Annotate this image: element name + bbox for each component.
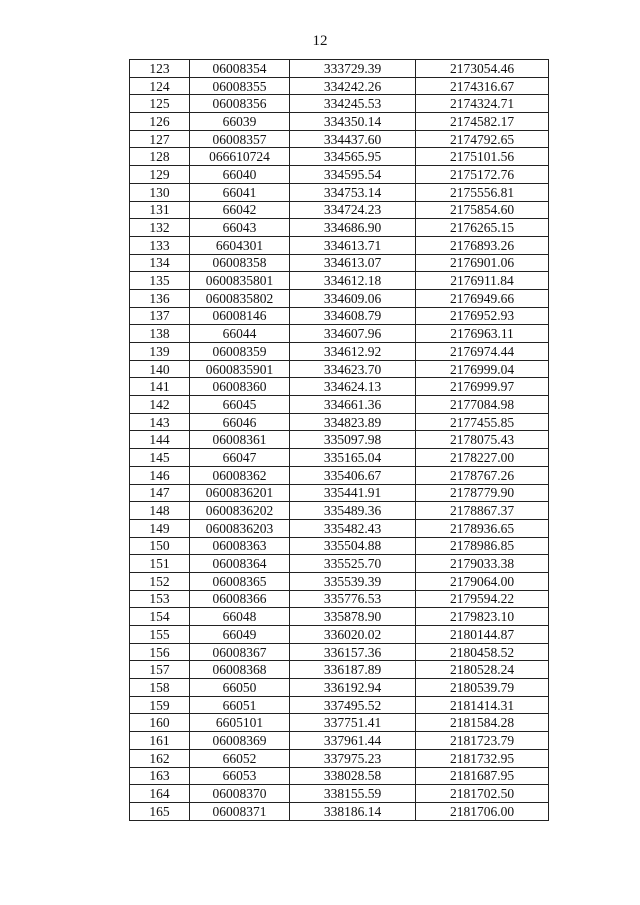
y-coordinate-cell: 2178075.43: [416, 431, 549, 449]
table-row: [130, 431, 549, 449]
y-coordinate-cell: 2180528.24: [416, 661, 549, 679]
table-row: [130, 696, 549, 714]
point-id-cell: 66044: [190, 325, 290, 343]
x-coordinate-cell: 335539.39: [290, 572, 416, 590]
point-id-cell: 0600836203: [190, 519, 290, 537]
row-number-cell: 123: [130, 60, 190, 78]
x-coordinate-cell: 335489.36: [290, 502, 416, 520]
y-coordinate-cell: 2176893.26: [416, 236, 549, 254]
point-id-cell: 66049: [190, 626, 290, 644]
table-row: [130, 732, 549, 750]
x-coordinate-cell: 337751.41: [290, 714, 416, 732]
table-row: [130, 201, 549, 219]
point-id-cell: 06008356: [190, 95, 290, 113]
row-number-cell: 165: [130, 802, 190, 820]
y-coordinate-cell: 2181732.95: [416, 749, 549, 767]
x-coordinate-cell: 337975.23: [290, 749, 416, 767]
point-id-cell: 066610724: [190, 148, 290, 166]
point-id-cell: 06008368: [190, 661, 290, 679]
point-id-cell: 06008355: [190, 77, 290, 95]
y-coordinate-cell: 2180144.87: [416, 626, 549, 644]
x-coordinate-cell: 334245.53: [290, 95, 416, 113]
row-number-cell: 161: [130, 732, 190, 750]
table-row: [130, 590, 549, 608]
row-number-cell: 140: [130, 360, 190, 378]
x-coordinate-cell: 336192.94: [290, 679, 416, 697]
row-number-cell: 151: [130, 555, 190, 573]
point-id-cell: 66040: [190, 166, 290, 184]
y-coordinate-cell: 2175854.60: [416, 201, 549, 219]
x-coordinate-cell: 335504.88: [290, 537, 416, 555]
y-coordinate-cell: 2177455.85: [416, 413, 549, 431]
table-row: [130, 449, 549, 467]
row-number-cell: 159: [130, 696, 190, 714]
table-row: [130, 254, 549, 272]
y-coordinate-cell: 2174582.17: [416, 113, 549, 131]
point-id-cell: 06008367: [190, 643, 290, 661]
point-id-cell: 66042: [190, 201, 290, 219]
y-coordinate-cell: 2174792.65: [416, 130, 549, 148]
row-number-cell: 135: [130, 272, 190, 290]
x-coordinate-cell: 334724.23: [290, 201, 416, 219]
row-number-cell: 133: [130, 236, 190, 254]
point-id-cell: 0600835801: [190, 272, 290, 290]
y-coordinate-cell: 2176999.04: [416, 360, 549, 378]
y-coordinate-cell: 2176974.44: [416, 343, 549, 361]
table-row: [130, 325, 549, 343]
y-coordinate-cell: 2173054.46: [416, 60, 549, 78]
point-id-cell: 06008146: [190, 307, 290, 325]
y-coordinate-cell: 2179594.22: [416, 590, 549, 608]
row-number-cell: 146: [130, 466, 190, 484]
row-number-cell: 150: [130, 537, 190, 555]
table-row: [130, 343, 549, 361]
point-id-cell: 06008358: [190, 254, 290, 272]
x-coordinate-cell: 334608.79: [290, 307, 416, 325]
row-number-cell: 160: [130, 714, 190, 732]
row-number-cell: 162: [130, 749, 190, 767]
point-id-cell: 66050: [190, 679, 290, 697]
point-id-cell: 06008361: [190, 431, 290, 449]
table-row: [130, 183, 549, 201]
table-row: [130, 413, 549, 431]
x-coordinate-cell: 335441.91: [290, 484, 416, 502]
table-row: [130, 785, 549, 803]
row-number-cell: 157: [130, 661, 190, 679]
y-coordinate-cell: 2181723.79: [416, 732, 549, 750]
row-number-cell: 164: [130, 785, 190, 803]
table-row: [130, 484, 549, 502]
y-coordinate-cell: 2175101.56: [416, 148, 549, 166]
x-coordinate-cell: 335776.53: [290, 590, 416, 608]
row-number-cell: 145: [130, 449, 190, 467]
y-coordinate-cell: 2178936.65: [416, 519, 549, 537]
row-number-cell: 163: [130, 767, 190, 785]
page-number: 12: [312, 33, 328, 49]
y-coordinate-cell: 2181687.95: [416, 767, 549, 785]
table-row: [130, 519, 549, 537]
x-coordinate-cell: 335525.70: [290, 555, 416, 573]
x-coordinate-cell: 335878.90: [290, 608, 416, 626]
x-coordinate-cell: 333729.39: [290, 60, 416, 78]
table-row: [130, 661, 549, 679]
row-number-cell: 147: [130, 484, 190, 502]
x-coordinate-cell: 335165.04: [290, 449, 416, 467]
row-number-cell: 124: [130, 77, 190, 95]
x-coordinate-cell: 334661.36: [290, 396, 416, 414]
point-id-cell: 06008370: [190, 785, 290, 803]
y-coordinate-cell: 2181706.00: [416, 802, 549, 820]
row-number-cell: 154: [130, 608, 190, 626]
table-row: [130, 360, 549, 378]
x-coordinate-cell: 334613.07: [290, 254, 416, 272]
y-coordinate-cell: 2181584.28: [416, 714, 549, 732]
x-coordinate-cell: 337495.52: [290, 696, 416, 714]
table-row: [130, 679, 549, 697]
x-coordinate-cell: 334595.54: [290, 166, 416, 184]
row-number-cell: 155: [130, 626, 190, 644]
x-coordinate-cell: 337961.44: [290, 732, 416, 750]
point-id-cell: 06008354: [190, 60, 290, 78]
row-number-cell: 126: [130, 113, 190, 131]
point-id-cell: 0600835901: [190, 360, 290, 378]
table-row: [130, 537, 549, 555]
row-number-cell: 136: [130, 289, 190, 307]
row-number-cell: 134: [130, 254, 190, 272]
table-row: [130, 130, 549, 148]
table-row: [130, 113, 549, 131]
table-row: [130, 555, 549, 573]
point-id-cell: 6604301: [190, 236, 290, 254]
point-id-cell: 66053: [190, 767, 290, 785]
x-coordinate-cell: 334624.13: [290, 378, 416, 396]
table-row: [130, 396, 549, 414]
table-row: [130, 714, 549, 732]
x-coordinate-cell: 338186.14: [290, 802, 416, 820]
point-id-cell: 06008369: [190, 732, 290, 750]
point-id-cell: 06008371: [190, 802, 290, 820]
point-id-cell: 06008364: [190, 555, 290, 573]
point-id-cell: 0600836201: [190, 484, 290, 502]
row-number-cell: 129: [130, 166, 190, 184]
row-number-cell: 149: [130, 519, 190, 537]
row-number-cell: 137: [130, 307, 190, 325]
y-coordinate-cell: 2174324.71: [416, 95, 549, 113]
y-coordinate-cell: 2174316.67: [416, 77, 549, 95]
point-id-cell: 66051: [190, 696, 290, 714]
row-number-cell: 139: [130, 343, 190, 361]
point-id-cell: 66048: [190, 608, 290, 626]
y-coordinate-cell: 2176949.66: [416, 289, 549, 307]
x-coordinate-cell: 334686.90: [290, 219, 416, 237]
x-coordinate-cell: 334753.14: [290, 183, 416, 201]
x-coordinate-cell: 336187.89: [290, 661, 416, 679]
table-row: [130, 749, 549, 767]
table-row: [130, 148, 549, 166]
y-coordinate-cell: 2181702.50: [416, 785, 549, 803]
row-number-cell: 144: [130, 431, 190, 449]
row-number-cell: 132: [130, 219, 190, 237]
point-id-cell: 66052: [190, 749, 290, 767]
y-coordinate-cell: 2178227.00: [416, 449, 549, 467]
point-id-cell: 66039: [190, 113, 290, 131]
row-number-cell: 142: [130, 396, 190, 414]
y-coordinate-cell: 2175556.81: [416, 183, 549, 201]
y-coordinate-cell: 2176952.93: [416, 307, 549, 325]
y-coordinate-cell: 2178986.85: [416, 537, 549, 555]
y-coordinate-cell: 2179823.10: [416, 608, 549, 626]
x-coordinate-cell: 334623.70: [290, 360, 416, 378]
x-coordinate-cell: 338155.59: [290, 785, 416, 803]
point-id-cell: 66046: [190, 413, 290, 431]
y-coordinate-cell: 2176963.11: [416, 325, 549, 343]
table-row: [130, 802, 549, 820]
x-coordinate-cell: 335482.43: [290, 519, 416, 537]
table-row: [130, 289, 549, 307]
y-coordinate-cell: 2178767.26: [416, 466, 549, 484]
x-coordinate-cell: 334437.60: [290, 130, 416, 148]
table-row: [130, 608, 549, 626]
point-id-cell: 0600835802: [190, 289, 290, 307]
row-number-cell: 143: [130, 413, 190, 431]
row-number-cell: 153: [130, 590, 190, 608]
y-coordinate-cell: 2180539.79: [416, 679, 549, 697]
table-row: [130, 307, 549, 325]
y-coordinate-cell: 2176265.15: [416, 219, 549, 237]
table-row: [130, 166, 549, 184]
x-coordinate-cell: 334612.92: [290, 343, 416, 361]
x-coordinate-cell: 336157.36: [290, 643, 416, 661]
table-row: [130, 466, 549, 484]
point-id-cell: 06008366: [190, 590, 290, 608]
point-id-cell: 6605101: [190, 714, 290, 732]
y-coordinate-cell: 2180458.52: [416, 643, 549, 661]
table-row: [130, 572, 549, 590]
point-id-cell: 66045: [190, 396, 290, 414]
table-row: [130, 77, 549, 95]
row-number-cell: 130: [130, 183, 190, 201]
point-id-cell: 0600836202: [190, 502, 290, 520]
row-number-cell: 125: [130, 95, 190, 113]
x-coordinate-cell: 335097.98: [290, 431, 416, 449]
table-row: [130, 378, 549, 396]
point-id-cell: 66043: [190, 219, 290, 237]
x-coordinate-cell: 338028.58: [290, 767, 416, 785]
table-row: [130, 643, 549, 661]
x-coordinate-cell: 334607.96: [290, 325, 416, 343]
y-coordinate-cell: 2176911.84: [416, 272, 549, 290]
row-number-cell: 131: [130, 201, 190, 219]
coordinates-table: [129, 59, 549, 821]
row-number-cell: 128: [130, 148, 190, 166]
y-coordinate-cell: 2179033.38: [416, 555, 549, 573]
x-coordinate-cell: 334242.26: [290, 77, 416, 95]
x-coordinate-cell: 334565.95: [290, 148, 416, 166]
y-coordinate-cell: 2178779.90: [416, 484, 549, 502]
x-coordinate-cell: 334823.89: [290, 413, 416, 431]
y-coordinate-cell: 2175172.76: [416, 166, 549, 184]
y-coordinate-cell: 2181414.31: [416, 696, 549, 714]
x-coordinate-cell: 334609.06: [290, 289, 416, 307]
table-row: [130, 219, 549, 237]
row-number-cell: 152: [130, 572, 190, 590]
point-id-cell: 06008365: [190, 572, 290, 590]
row-number-cell: 148: [130, 502, 190, 520]
coordinates-table-body: [130, 60, 549, 821]
table-row: [130, 626, 549, 644]
point-id-cell: 06008357: [190, 130, 290, 148]
table-row: [130, 767, 549, 785]
y-coordinate-cell: 2177084.98: [416, 396, 549, 414]
row-number-cell: 158: [130, 679, 190, 697]
x-coordinate-cell: 334612.18: [290, 272, 416, 290]
x-coordinate-cell: 334350.14: [290, 113, 416, 131]
y-coordinate-cell: 2176999.97: [416, 378, 549, 396]
row-number-cell: 156: [130, 643, 190, 661]
row-number-cell: 141: [130, 378, 190, 396]
table-row: [130, 60, 549, 78]
point-id-cell: 06008363: [190, 537, 290, 555]
row-number-cell: 138: [130, 325, 190, 343]
point-id-cell: 66041: [190, 183, 290, 201]
table-row: [130, 502, 549, 520]
row-number-cell: 127: [130, 130, 190, 148]
x-coordinate-cell: 334613.71: [290, 236, 416, 254]
table-row: [130, 272, 549, 290]
point-id-cell: 06008360: [190, 378, 290, 396]
point-id-cell: 06008362: [190, 466, 290, 484]
point-id-cell: 06008359: [190, 343, 290, 361]
x-coordinate-cell: 335406.67: [290, 466, 416, 484]
y-coordinate-cell: 2179064.00: [416, 572, 549, 590]
y-coordinate-cell: 2176901.06: [416, 254, 549, 272]
point-id-cell: 66047: [190, 449, 290, 467]
table-row: [130, 95, 549, 113]
x-coordinate-cell: 336020.02: [290, 626, 416, 644]
table-row: [130, 236, 549, 254]
y-coordinate-cell: 2178867.37: [416, 502, 549, 520]
